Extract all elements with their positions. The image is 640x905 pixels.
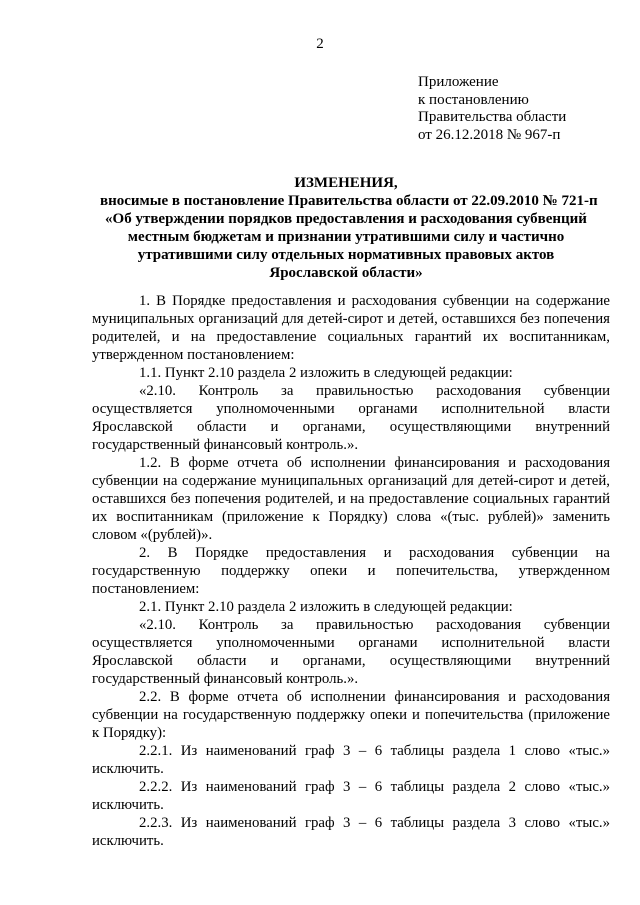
heading-title: ИЗМЕНЕНИЯ, bbox=[294, 175, 398, 191]
document-heading bbox=[100, 174, 598, 282]
page-number: 2 bbox=[316, 36, 324, 52]
heading-line: Ярославской области» bbox=[269, 265, 423, 281]
paragraph: 2.1. Пункт 2.10 раздела 2 изложить в следующей редакции: bbox=[139, 599, 513, 615]
paragraph: «2.10. Контроль за правильностью расходования субвенции осуществляется уполномоченными органами исполнительной власти Ярославской области и органами, осуществляющими внутренний государственный финансовый контроль.». bbox=[92, 617, 610, 687]
heading-line: вносимые в постановление Правительства области от 22.09.2010 № 721-п bbox=[100, 193, 598, 209]
paragraph: «2.10. Контроль за правильностью расходования субвенции осуществляется уполномоченными органами исполнительной власти Ярославской области и органами, осуществляющими внутренний государственный финансовый контроль.». bbox=[92, 383, 610, 453]
appendix-line: Приложение bbox=[418, 74, 499, 90]
appendix-line: к постановлению bbox=[418, 91, 529, 108]
heading-line: «Об утверждении порядков предоставления и расходования субвенций bbox=[105, 211, 587, 227]
appendix-reference bbox=[418, 74, 566, 144]
paragraph: 1. В Порядке предоставления и расходования субвенции на содержание муниципальных организаций для детей-сирот и детей, оставшихся без попечения родителей, и на предоставление социальных гарантий их воспитанникам, утвержденном постановлением: bbox=[92, 293, 610, 363]
appendix-line: от 26.12.2018 № 967-п bbox=[418, 126, 561, 143]
document-body bbox=[92, 292, 610, 850]
paragraph: 2.2.2. Из наименований граф 3 – 6 таблицы раздела 2 слово «тыс.» исключить. bbox=[92, 779, 610, 813]
appendix-line: Правительства области bbox=[418, 109, 567, 125]
paragraph: 2.2.1. Из наименований граф 3 – 6 таблицы раздела 1 слово «тыс.» исключить. bbox=[92, 743, 610, 777]
paragraph: 2.2.3. Из наименований граф 3 – 6 таблицы раздела 3 слово «тыс.» исключить. bbox=[92, 815, 610, 849]
heading-line: местным бюджетам и признании утратившими силу и частично bbox=[127, 229, 565, 245]
paragraph: 2. В Порядке предоставления и расходования субвенции на государственную поддержку опеки и попечительства, утвержденном постановлением: bbox=[92, 545, 610, 597]
paragraph: 2.2. В форме отчета об исполнении финансирования и расходования субвенции на государственную поддержку опеки и попечительства (приложение к Порядку): bbox=[92, 689, 610, 741]
heading-line: утратившими силу отдельных нормативных правовых актов bbox=[137, 247, 555, 263]
paragraph: 1.1. Пункт 2.10 раздела 2 изложить в следующей редакции: bbox=[139, 365, 513, 381]
paragraph: 1.2. В форме отчета об исполнении финансирования и расходования субвенции на содержание муниципальных организаций для детей-сирот и детей, оставшихся без попечения родителей, и на предоставление социальных гарантий их воспитанникам (приложение к Порядку) слова «(тыс. рублей)» заменить словом «(рублей)». bbox=[92, 455, 610, 543]
